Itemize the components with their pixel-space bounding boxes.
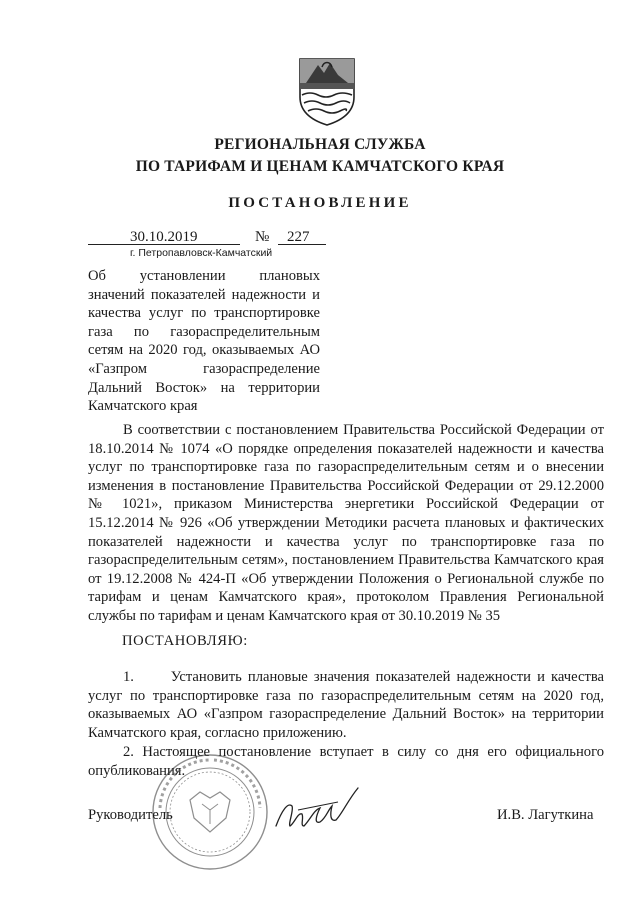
document-date: 30.10.2019 <box>130 229 198 245</box>
preamble-paragraph: В соответствии с постановлением Правительства Российской Федерации от 18.10.2014 № 1074 «О порядке определения показателей надежности и качества услуг по транспортировке газа по газораспределительным сетям и о внесении изменения в постановление Правительства Российской Федерации от 29.12.2000 № 1021», приказом Министерства энергетики Российской Федерации от 15.12.2014 № 926 «Об утверждении Методики расчета плановых и фактических показателей надежности и качества услуг по транспортировке газа по газораспределительным сетям», постановлением Правительства Камчатского края от 19.12.2008 № 424-П «Об утверждении Положения о Региональной службе по тарифам и ценам Камчатского края», протоколом Правления Региональной службы по тарифам и ценам Камчатского края от 30.10.2019 № 35 <box>88 422 604 624</box>
document-number: 227 <box>287 229 310 245</box>
kamchatka-coat-of-arms-icon <box>296 53 358 127</box>
document-subject: Об установлении плановых значений показателей надежности и качества услуг по транспортировке газа по газораспределительным сетям на 2020 год, оказываемых АО «Газпром газораспределение Дальний Восток» на территории Камчатского края <box>88 268 320 415</box>
signatory-position: Руководитель <box>88 807 173 823</box>
org-name-line1: РЕГИОНАЛЬНАЯ СЛУЖБА <box>214 136 426 153</box>
handwritten-signature-icon <box>268 780 368 840</box>
number-sign: № <box>255 229 270 245</box>
org-name-line2: ПО ТАРИФАМ И ЦЕНАМ КАМЧАТСКОГО КРАЯ <box>135 158 505 175</box>
number-underline <box>278 244 326 245</box>
document-type-title: ПОСТАНОВЛЕНИЕ <box>228 195 412 211</box>
date-underline <box>88 244 240 245</box>
decree-item-1: 1. Установить плановые значения показателей надежности и качества услуг по транспортировке газа по газораспределительным сетям на 2020 год, оказываемых АО «Газпром газораспределение Дальний Восток» на территории Камчатского края, согласно приложению. <box>88 669 608 741</box>
decree-word: ПОСТАНОВЛЯЮ: <box>122 633 248 649</box>
document-city: г. Петропавловск-Камчатский <box>130 247 273 259</box>
signatory-name: И.В. Лагуткина <box>497 807 594 823</box>
decree-item-2: 2. Настоящее постановление вступает в силу со дня его официального опубликования. <box>88 744 604 779</box>
